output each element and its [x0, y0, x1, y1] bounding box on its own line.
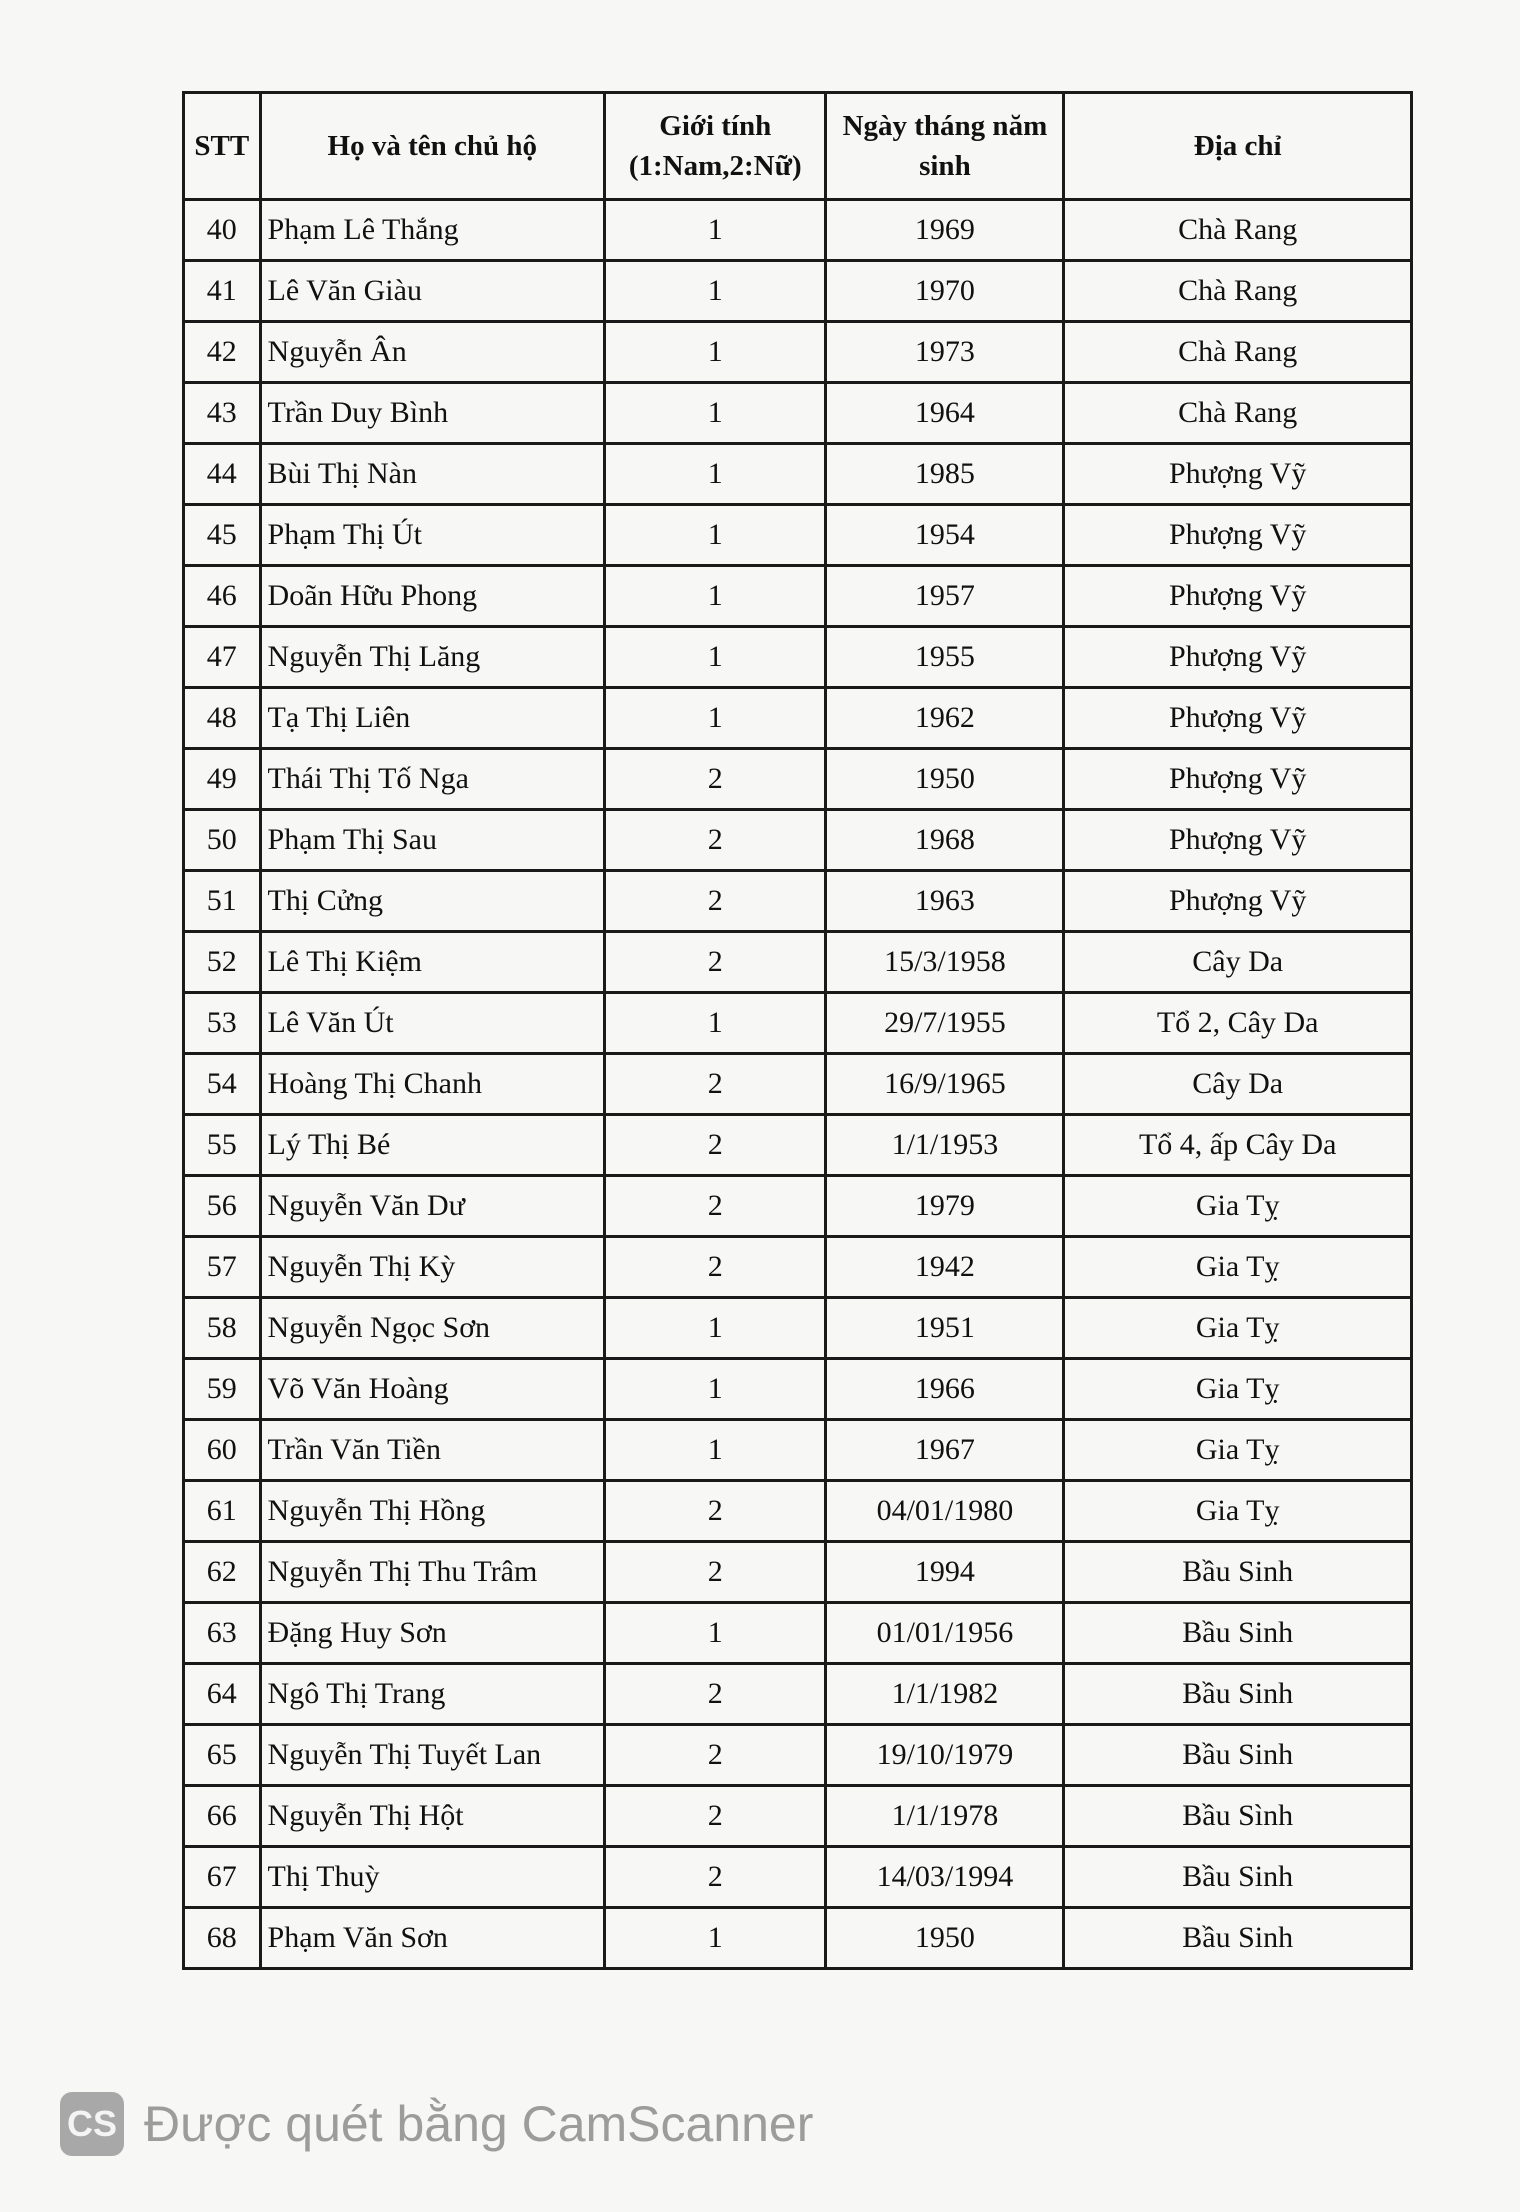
cell-sex: 1: [605, 1298, 826, 1359]
cell-sex: 1: [605, 444, 826, 505]
header-name: Họ và tên chủ hộ: [260, 93, 605, 200]
table-row: [184, 1176, 1412, 1237]
cell-stt: 56: [184, 1176, 261, 1237]
table-row: [184, 1115, 1412, 1176]
cell-address: Gia Tỵ: [1064, 1481, 1412, 1542]
cell-sex: 2: [605, 1664, 826, 1725]
cell-dob: 1967: [826, 1420, 1064, 1481]
cell-dob: 29/7/1955: [826, 993, 1064, 1054]
cell-dob: 1951: [826, 1298, 1064, 1359]
table-row: [184, 322, 1412, 383]
cell-dob: 1962: [826, 688, 1064, 749]
cell-sex: 2: [605, 1847, 826, 1908]
cell-dob: 1/1/1953: [826, 1115, 1064, 1176]
cell-stt: 41: [184, 261, 261, 322]
cell-sex: 1: [605, 993, 826, 1054]
cell-sex: 1: [605, 322, 826, 383]
cell-stt: 64: [184, 1664, 261, 1725]
cell-dob: 1964: [826, 383, 1064, 444]
cell-sex: 1: [605, 1603, 826, 1664]
table-row: [184, 1420, 1412, 1481]
cell-address: Tổ 2, Cây Da: [1064, 993, 1412, 1054]
cell-name: Lê Văn Út: [260, 993, 605, 1054]
table-header-row: [184, 93, 1412, 200]
watermark-text: Được quét bằng CamScanner: [144, 2096, 814, 2152]
cell-name: Ngô Thị Trang: [260, 1664, 605, 1725]
table-row: [184, 627, 1412, 688]
cell-sex: 1: [605, 261, 826, 322]
cell-name: Hoàng Thị Chanh: [260, 1054, 605, 1115]
table-row: [184, 444, 1412, 505]
cell-address: Chà Rang: [1064, 261, 1412, 322]
cell-dob: 1954: [826, 505, 1064, 566]
cell-dob: 1942: [826, 1237, 1064, 1298]
cell-name: Thị Cửng: [260, 871, 605, 932]
cell-address: Bầu Sinh: [1064, 1664, 1412, 1725]
cell-dob: 1955: [826, 627, 1064, 688]
cell-name: Thị Thuỳ: [260, 1847, 605, 1908]
cell-sex: 1: [605, 566, 826, 627]
table-row: [184, 1237, 1412, 1298]
cell-stt: 62: [184, 1542, 261, 1603]
cell-dob: 1/1/1982: [826, 1664, 1064, 1725]
cell-address: Phượng Vỹ: [1064, 444, 1412, 505]
table-row: [184, 1542, 1412, 1603]
table-row: [184, 1298, 1412, 1359]
table-row: [184, 505, 1412, 566]
cell-stt: 48: [184, 688, 261, 749]
cell-address: Chà Rang: [1064, 322, 1412, 383]
cell-name: Nguyễn Thị Lăng: [260, 627, 605, 688]
cell-name: Nguyễn Thị Thu Trâm: [260, 1542, 605, 1603]
cell-stt: 42: [184, 322, 261, 383]
header-sex-line2: (1:Nam,2:Nữ): [628, 150, 802, 182]
cell-sex: 2: [605, 1115, 826, 1176]
table-body: [184, 200, 1412, 1969]
cell-sex: 2: [605, 1176, 826, 1237]
cell-stt: 46: [184, 566, 261, 627]
cell-name: Nguyễn Văn Dư: [260, 1176, 605, 1237]
cell-stt: 43: [184, 383, 261, 444]
cell-sex: 1: [605, 688, 826, 749]
cell-name: Đặng Huy Sơn: [260, 1603, 605, 1664]
table-row: [184, 1054, 1412, 1115]
cell-name: Phạm Thị Út: [260, 505, 605, 566]
cell-stt: 52: [184, 932, 261, 993]
cell-name: Nguyễn Thị Tuyết Lan: [260, 1725, 605, 1786]
cell-dob: 1/1/1978: [826, 1786, 1064, 1847]
header-dob-line2: sinh: [919, 150, 971, 182]
header-sex-line1: Giới tính: [659, 110, 772, 142]
cell-sex: 2: [605, 1786, 826, 1847]
cell-sex: 2: [605, 932, 826, 993]
cell-name: Phạm Văn Sơn: [260, 1908, 605, 1969]
cell-sex: 2: [605, 1725, 826, 1786]
cell-stt: 40: [184, 200, 261, 261]
cell-sex: 1: [605, 1359, 826, 1420]
cell-sex: 2: [605, 1054, 826, 1115]
cell-sex: 2: [605, 810, 826, 871]
table-row: [184, 1481, 1412, 1542]
cell-address: Gia Tỵ: [1064, 1420, 1412, 1481]
cell-address: Bầu Sinh: [1064, 1725, 1412, 1786]
table-row: [184, 993, 1412, 1054]
cell-address: Bầu Sinh: [1064, 1847, 1412, 1908]
table-row: [184, 688, 1412, 749]
cell-sex: 2: [605, 1542, 826, 1603]
cell-sex: 2: [605, 1237, 826, 1298]
table-row: [184, 1908, 1412, 1969]
table-row: [184, 261, 1412, 322]
cell-name: Doãn Hữu Phong: [260, 566, 605, 627]
cell-stt: 50: [184, 810, 261, 871]
cell-stt: 68: [184, 1908, 261, 1969]
cell-name: Nguyễn Ngọc Sơn: [260, 1298, 605, 1359]
cell-stt: 67: [184, 1847, 261, 1908]
cell-address: Bầu Sinh: [1064, 1603, 1412, 1664]
cell-stt: 55: [184, 1115, 261, 1176]
table-row: [184, 200, 1412, 261]
cell-stt: 45: [184, 505, 261, 566]
cell-name: Lý Thị Bé: [260, 1115, 605, 1176]
cell-stt: 47: [184, 627, 261, 688]
cell-name: Trần Duy Bình: [260, 383, 605, 444]
cell-address: Phượng Vỹ: [1064, 871, 1412, 932]
cell-name: Phạm Lê Thắng: [260, 200, 605, 261]
cell-dob: 01/01/1956: [826, 1603, 1064, 1664]
cell-dob: 1957: [826, 566, 1064, 627]
cell-stt: 63: [184, 1603, 261, 1664]
table-row: [184, 1603, 1412, 1664]
cell-dob: 04/01/1980: [826, 1481, 1064, 1542]
cell-name: Tạ Thị Liên: [260, 688, 605, 749]
header-sex: [605, 93, 826, 200]
cell-address: Gia Tỵ: [1064, 1176, 1412, 1237]
cell-name: Nguyễn Thị Hồng: [260, 1481, 605, 1542]
table-row: [184, 1786, 1412, 1847]
cell-sex: 2: [605, 1481, 826, 1542]
cell-address: Phượng Vỹ: [1064, 688, 1412, 749]
cell-dob: 1963: [826, 871, 1064, 932]
cell-address: Bầu Sinh: [1064, 1542, 1412, 1603]
cell-name: Lê Văn Giàu: [260, 261, 605, 322]
header-dob: [826, 93, 1064, 200]
cell-stt: 49: [184, 749, 261, 810]
header-stt: STT: [184, 93, 261, 200]
cell-sex: 1: [605, 1908, 826, 1969]
table-row: [184, 383, 1412, 444]
cell-stt: 65: [184, 1725, 261, 1786]
cell-dob: 16/9/1965: [826, 1054, 1064, 1115]
table-row: [184, 932, 1412, 993]
cell-dob: 1970: [826, 261, 1064, 322]
table-row: [184, 1725, 1412, 1786]
cell-sex: 2: [605, 871, 826, 932]
cell-sex: 1: [605, 1420, 826, 1481]
table-row: [184, 871, 1412, 932]
cell-name: Trần Văn Tiền: [260, 1420, 605, 1481]
cell-stt: 60: [184, 1420, 261, 1481]
cell-address: Cây Da: [1064, 1054, 1412, 1115]
cell-name: Bùi Thị Nàn: [260, 444, 605, 505]
cell-address: Phượng Vỹ: [1064, 505, 1412, 566]
cell-stt: 61: [184, 1481, 261, 1542]
cell-dob: 1985: [826, 444, 1064, 505]
cell-address: Phượng Vỹ: [1064, 627, 1412, 688]
cell-stt: 54: [184, 1054, 261, 1115]
cell-address: Phượng Vỹ: [1064, 566, 1412, 627]
cell-dob: 15/3/1958: [826, 932, 1064, 993]
cell-address: Gia Tỵ: [1064, 1298, 1412, 1359]
cell-dob: 1994: [826, 1542, 1064, 1603]
cell-sex: 1: [605, 200, 826, 261]
cell-address: Phượng Vỹ: [1064, 810, 1412, 871]
cell-stt: 57: [184, 1237, 261, 1298]
cell-address: Bầu Sình: [1064, 1786, 1412, 1847]
cell-address: Chà Rang: [1064, 200, 1412, 261]
cell-dob: 1969: [826, 200, 1064, 261]
table-row: [184, 749, 1412, 810]
header-address: Địa chỉ: [1064, 93, 1412, 200]
cell-name: Nguyễn Thị Hột: [260, 1786, 605, 1847]
cell-address: Gia Tỵ: [1064, 1237, 1412, 1298]
cell-address: Tổ 4, ấp Cây Da: [1064, 1115, 1412, 1176]
table-row: [184, 810, 1412, 871]
cell-name: Nguyễn Ân: [260, 322, 605, 383]
cell-name: Phạm Thị Sau: [260, 810, 605, 871]
table-row: [184, 1847, 1412, 1908]
cell-name: Nguyễn Thị Kỳ: [260, 1237, 605, 1298]
cell-address: Phượng Vỹ: [1064, 749, 1412, 810]
cell-address: Cây Da: [1064, 932, 1412, 993]
cell-dob: 1968: [826, 810, 1064, 871]
header-dob-line1: Ngày tháng năm: [842, 110, 1048, 142]
cell-sex: 1: [605, 627, 826, 688]
cell-sex: 1: [605, 383, 826, 444]
cell-stt: 51: [184, 871, 261, 932]
cell-sex: 1: [605, 505, 826, 566]
cell-address: Gia Tỵ: [1064, 1359, 1412, 1420]
cell-dob: 1973: [826, 322, 1064, 383]
cell-name: Lê Thị Kiệm: [260, 932, 605, 993]
cell-stt: 44: [184, 444, 261, 505]
cell-stt: 59: [184, 1359, 261, 1420]
cell-dob: 14/03/1994: [826, 1847, 1064, 1908]
camscanner-watermark: [60, 2092, 813, 2156]
cell-name: Thái Thị Tố Nga: [260, 749, 605, 810]
camscanner-logo-icon: CS: [60, 2092, 124, 2156]
cell-sex: 2: [605, 749, 826, 810]
cell-dob: 1950: [826, 1908, 1064, 1969]
table-row: [184, 1664, 1412, 1725]
cell-dob: 1966: [826, 1359, 1064, 1420]
cell-address: Chà Rang: [1064, 383, 1412, 444]
cell-name: Võ Văn Hoàng: [260, 1359, 605, 1420]
cell-dob: 1950: [826, 749, 1064, 810]
cell-address: Bầu Sinh: [1064, 1908, 1412, 1969]
table-row: [184, 1359, 1412, 1420]
cell-dob: 1979: [826, 1176, 1064, 1237]
cell-stt: 53: [184, 993, 261, 1054]
cell-stt: 66: [184, 1786, 261, 1847]
table-row: [184, 566, 1412, 627]
household-table: [182, 91, 1413, 1970]
cell-dob: 19/10/1979: [826, 1725, 1064, 1786]
cell-stt: 58: [184, 1298, 261, 1359]
